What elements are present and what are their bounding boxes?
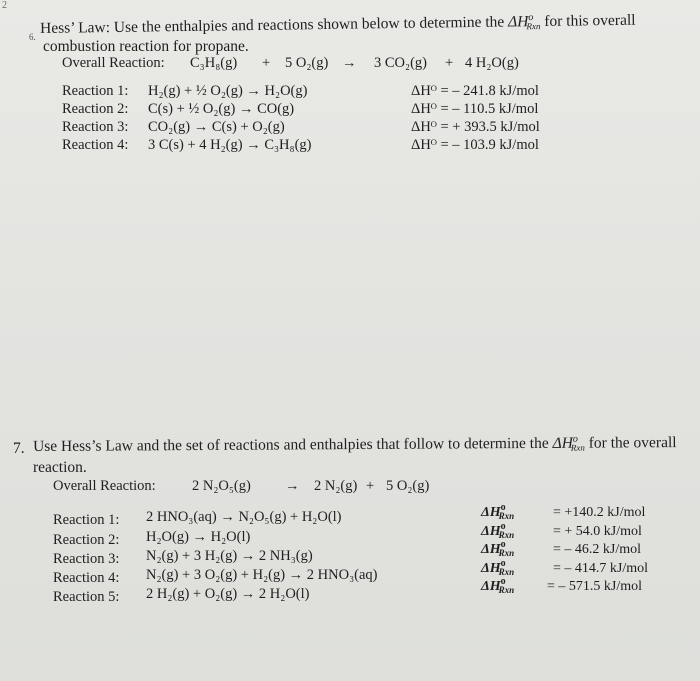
q6-reaction-enthalpy: ΔHᴼ = – 241.8 kJ/mol (411, 83, 539, 99)
q7-reaction-equation: 2 HNO₃(aq) → N₂O₅(g) + H₂O(l) (146, 509, 342, 525)
q6-reaction-equation: C(s) + ½ O₂(g) → CO(g) (148, 101, 295, 117)
q6-reaction-label: Reaction 4: (62, 137, 129, 153)
q7-reaction-label: Reaction 5: (53, 589, 120, 605)
q7-overall-term: 2 N₂O₅(g) (192, 478, 251, 494)
q6-overall-label: Overall Reaction: (62, 55, 165, 71)
q7-overall-term: + (366, 478, 375, 494)
q7-delta-h-rxn-symbol: $\Delta H^oRxn$ (552, 433, 585, 453)
q7-instruction-line2: reaction. (33, 459, 87, 476)
q7-overall-arrow: → (285, 478, 300, 494)
q6-overall-term: 5 O₂(g) (285, 55, 329, 71)
q7-reaction-label: Reaction 1: (53, 512, 120, 528)
q6-reaction-equation: CO₂(g) → C(s) + O₂(g) (148, 119, 285, 135)
q7-instruction-line1 (33, 434, 677, 456)
q7-overall-term: 5 O₂(g) (386, 478, 430, 494)
q7-enthalpy-value: = +140.2 kJ/mol (553, 505, 646, 520)
q6-reaction-enthalpy: ΔHᴼ = – 103.9 kJ/mol (411, 137, 539, 153)
q7-reaction-label: Reaction 2: (53, 532, 120, 548)
q7-enthalpy-value: = – 46.2 kJ/mol (553, 542, 642, 557)
q7-overall-term: 2 N₂(g) (314, 478, 358, 494)
q6-overall-arrow: → (342, 55, 357, 71)
q7-instruction-text-end: for the overall (588, 434, 677, 452)
q6-reaction-enthalpy: ΔHᴼ = – 110.5 kJ/mol (411, 101, 539, 117)
q7-instruction-text: Use Hess’s Law and the set of reactions and enthalpies that follow to determine the (33, 434, 549, 455)
q6-overall-term: + (445, 55, 454, 71)
q7-number: 7. (13, 440, 25, 457)
q6-instruction-text: Hess’ Law: Use the enthalpies and reactions shown below to determine the (40, 13, 505, 37)
q6-overall-term: 3 CO₂(g) (374, 55, 427, 71)
q6-reaction-label: Reaction 1: (62, 83, 129, 99)
q6-reaction-equation: H₂(g) + ½ O₂(g) → H₂O(g) (148, 83, 308, 99)
q7-overall-label: Overall Reaction: (53, 478, 156, 494)
q6-number: 6. (29, 32, 36, 42)
q7-reaction-enthalpy: $\Delta H^o_{Rxn}$ = – 46.2 kJ/mol (481, 539, 642, 558)
q7-enthalpy-value: = – 571.5 kJ/mol (547, 579, 643, 594)
q6-overall-term: 4 H₂O(g) (465, 55, 519, 71)
q7-enthalpy-value: = + 54.0 kJ/mol (553, 524, 642, 539)
q6-reaction-equation: 3 C(s) + 4 H₂(g) → C₃H₈(g) (148, 137, 312, 153)
q7-reaction-enthalpy: $\Delta H^o_{Rxn}$ = + 54.0 kJ/mol (481, 521, 642, 540)
q7-enthalpy-value: = – 414.7 kJ/mol (553, 561, 649, 576)
q6-delta-h-rxn-symbol: $\Delta H^oRxn$ (507, 12, 541, 32)
q6-instruction-line2: combustion reaction for propane. (43, 38, 249, 55)
q7-reaction-equation: N₂(g) + 3 O₂(g) + H₂(g) → 2 HNO₃(aq) (146, 567, 378, 583)
q6-overall-term: + (262, 55, 271, 71)
q7-reaction-equation: 2 H₂(g) + O₂(g) → 2 H₂O(l) (146, 586, 310, 602)
q7-reaction-enthalpy: $\Delta H^o_{Rxn}$ = +140.2 kJ/mol (481, 502, 646, 521)
corner-mark: 2 (2, 0, 7, 11)
q7-reaction-equation: H₂O(g) → H₂O(l) (146, 529, 251, 545)
q6-instruction-text-end: for this overall (544, 11, 636, 30)
q6-overall-term: C₃H₈(g) (190, 55, 238, 71)
q7-reaction-label: Reaction 3: (53, 551, 120, 567)
q6-reaction-label: Reaction 3: (62, 119, 129, 135)
q6-instruction-line1 (40, 12, 636, 38)
q6-reaction-label: Reaction 2: (62, 101, 129, 117)
q7-reaction-enthalpy: $\Delta H^o_{Rxn}$ = – 414.7 kJ/mol (481, 558, 649, 577)
q7-reaction-enthalpy: $\Delta H^o_{Rxn}$ = – 571.5 kJ/mol (481, 576, 643, 595)
q6-reaction-enthalpy: ΔHᴼ = + 393.5 kJ/mol (411, 119, 540, 135)
q7-reaction-equation: N₂(g) + 3 H₂(g) → 2 NH₃(g) (146, 548, 313, 564)
q7-reaction-label: Reaction 4: (53, 570, 120, 586)
